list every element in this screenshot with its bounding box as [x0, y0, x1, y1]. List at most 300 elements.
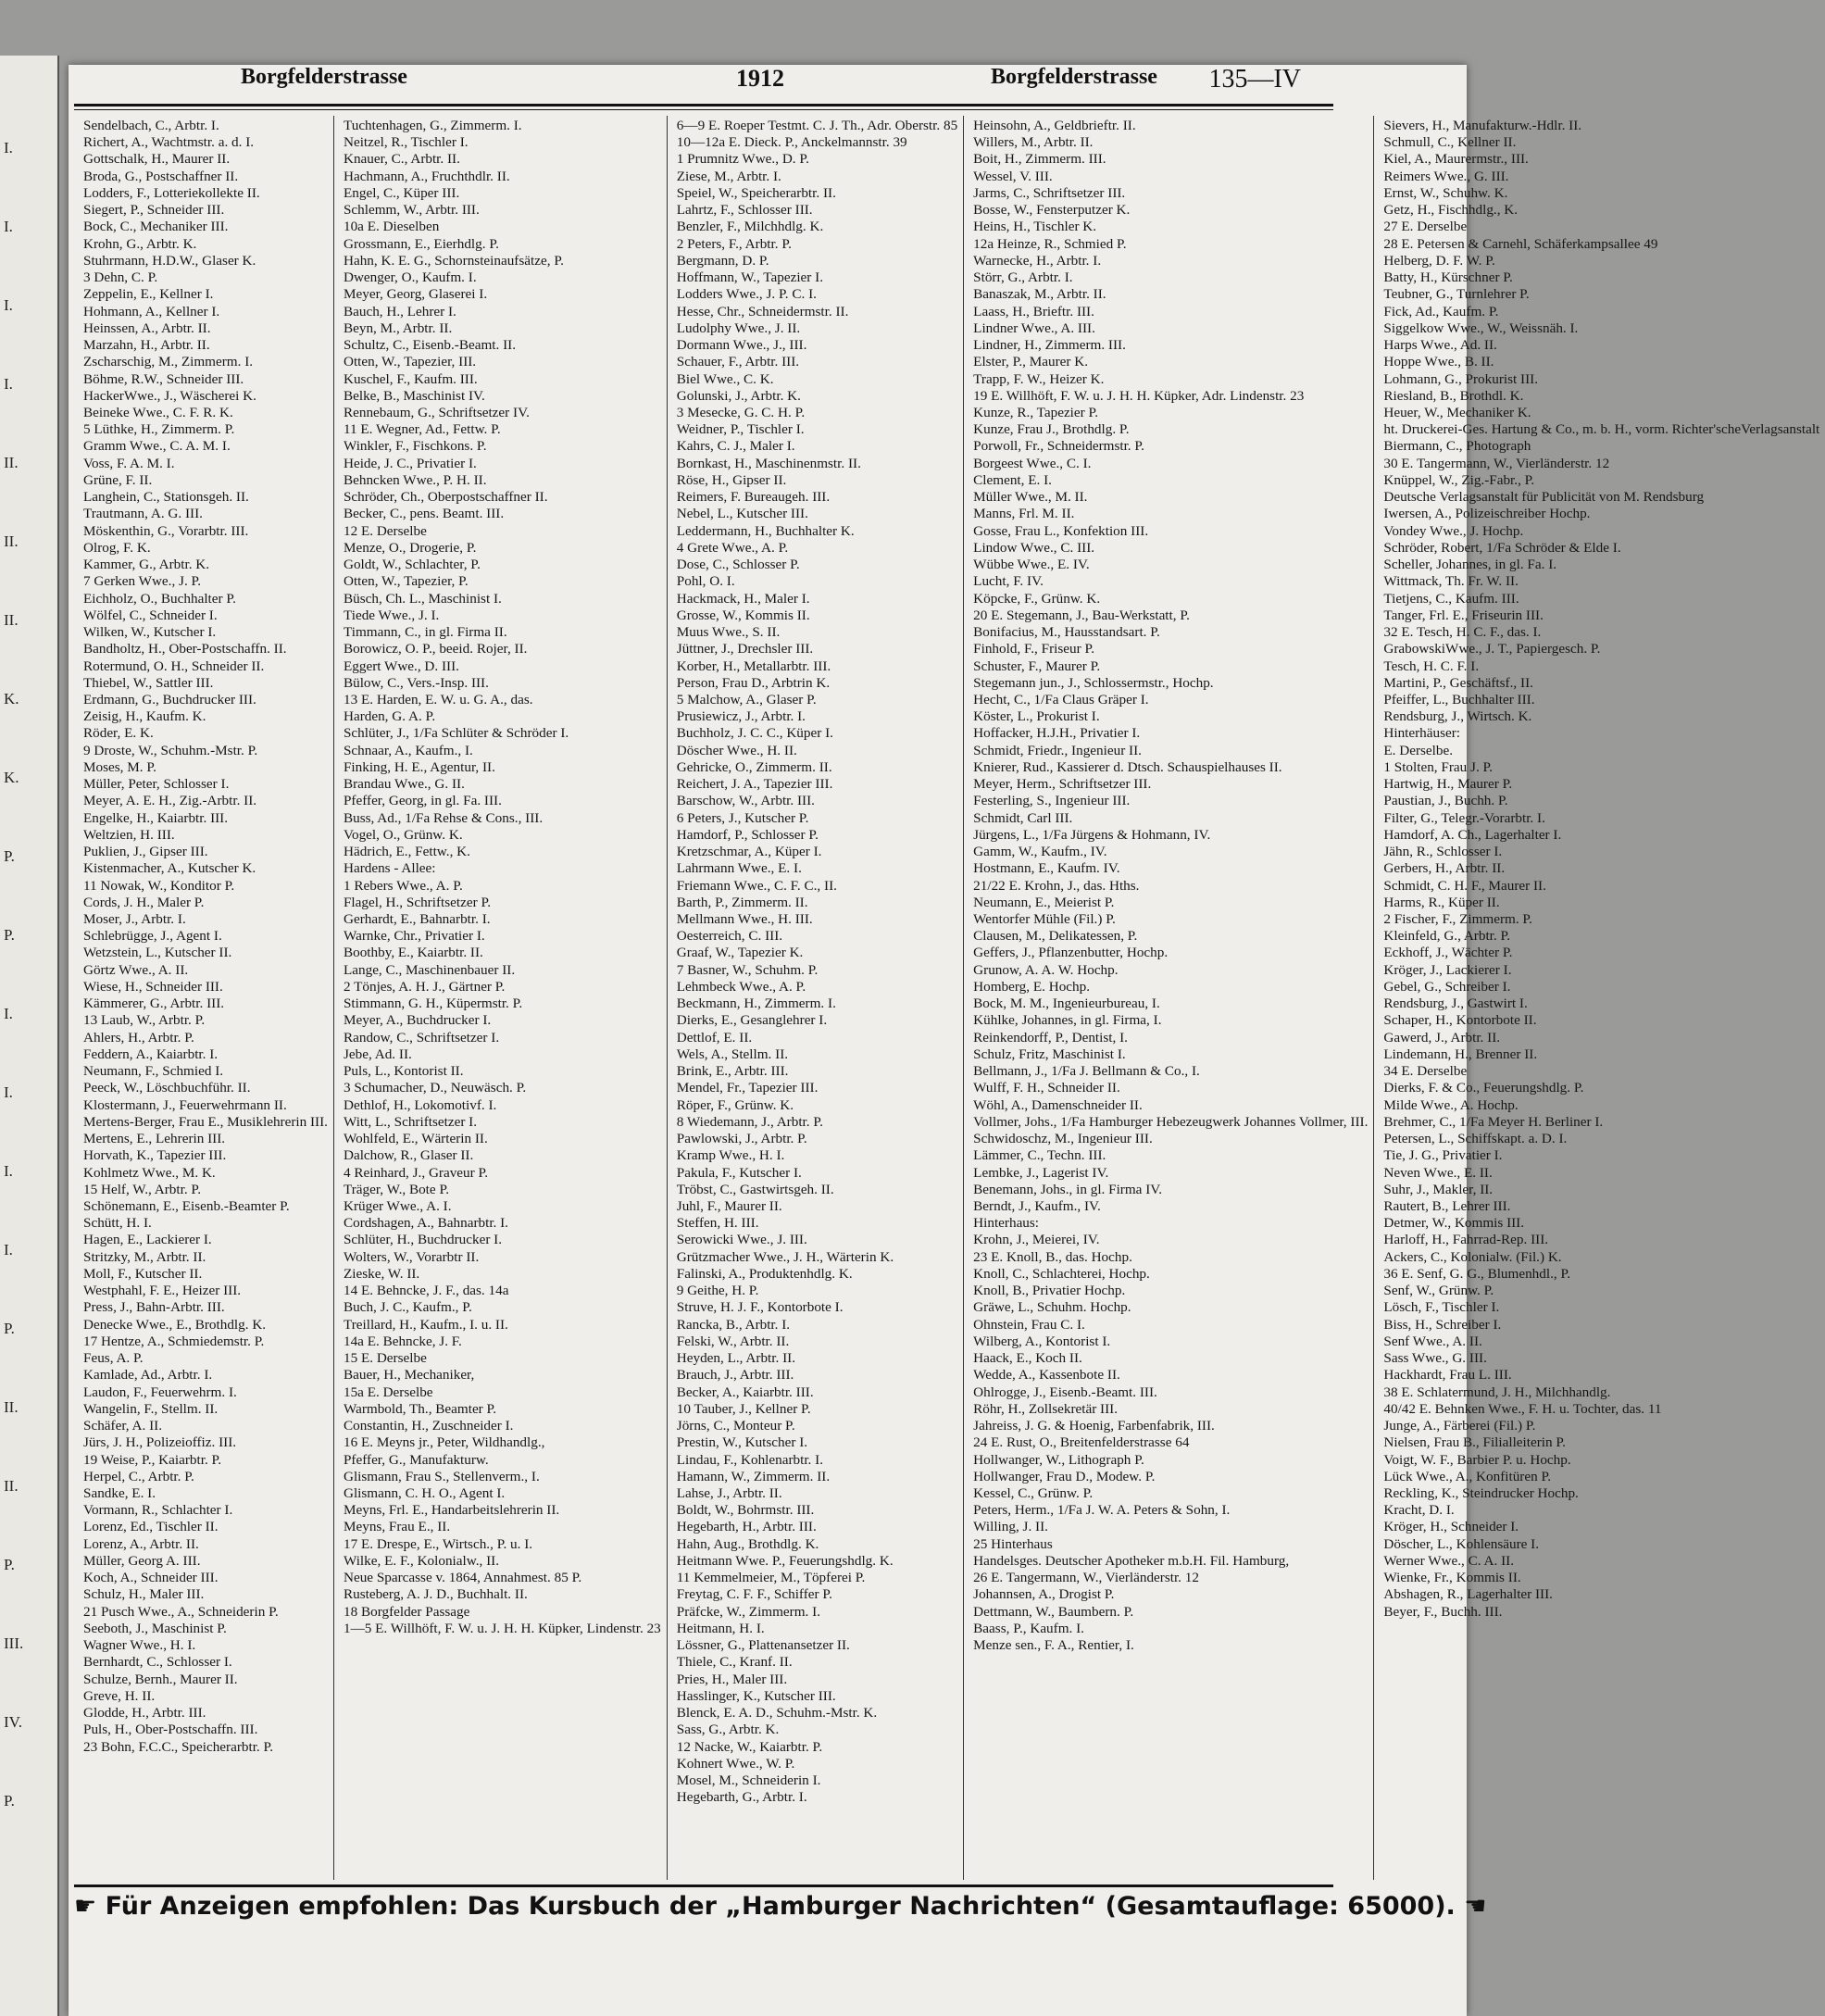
directory-entry: Schnaar, A., Kaufm., I.: [343, 742, 473, 758]
directory-entry: Heinsohn, A., Geldbrieftr. II.: [973, 118, 1136, 133]
directory-entry: Lindemann, H., Brenner II.: [1383, 1046, 1538, 1062]
directory-entry: Banaszak, M., Arbtr. II.: [973, 286, 1106, 303]
directory-entry: Schauer, F., Arbtr. III.: [676, 354, 800, 370]
directory-entry: Büsch, Ch. L., Maschinist I.: [343, 590, 502, 607]
directory-entry: Lindow Wwe., C. III.: [973, 539, 1095, 556]
directory-entry: Jüttner, J., Drechsler III.: [676, 641, 814, 657]
directory-entry: Knoll, B., Privatier Hochp.: [973, 1283, 1126, 1299]
directory-entry: Wetzstein, L., Kutscher II.: [83, 945, 232, 961]
margin-mark: I.: [4, 1162, 13, 1180]
directory-entry: Stritzky, M., Arbtr. II.: [83, 1248, 206, 1265]
directory-entry: Tröbst, C., Gastwirtsgeh. II.: [676, 1181, 834, 1197]
directory-entry: 28 E. Petersen & Carnehl, Schäferkampsallee 49: [1383, 235, 1658, 252]
header-rule: [74, 104, 1333, 106]
directory-entry: Lange, C., Maschinenbauer II.: [343, 961, 516, 978]
directory-entry: Klostermann, J., Feuerwehrmann II.: [83, 1096, 287, 1113]
directory-entry: Döscher, L., Kohlensäure I.: [1383, 1535, 1540, 1552]
directory-entry: Schlüter, J., 1/Fa Schlüter & Schröder I.: [343, 725, 569, 742]
directory-entry: Bülow, C., Vers.-Insp. III.: [343, 674, 489, 691]
margin-mark: I.: [4, 139, 13, 157]
directory-entry: Kracht, D. I.: [1383, 1502, 1455, 1519]
directory-entry: Buss, Ad., 1/Fa Rehse & Cons., III.: [343, 809, 544, 826]
directory-entry: Lindau, F., Kohlenarbtr. I.: [676, 1451, 824, 1468]
directory-entry: Kuschel, F., Kaufm. III.: [343, 370, 478, 387]
directory-entry: 2 Fischer, F., Zimmerm. P.: [1383, 911, 1532, 928]
directory-entry: Hasslinger, K., Kutscher III.: [676, 1687, 836, 1704]
margin-mark: II.: [4, 611, 19, 629]
directory-entry: Prusiewicz, J., Arbtr. I.: [676, 708, 806, 725]
directory-entry: Menze sen., F. A., Rentier, I.: [973, 1637, 1134, 1654]
directory-entry: Sass Wwe., G. III.: [1383, 1350, 1487, 1367]
directory-entry: Gamm, W., Kaufm., IV.: [973, 844, 1107, 860]
directory-entry: Zeppelin, E., Kellner I.: [83, 286, 214, 303]
directory-entry: Neven Wwe., E. II.: [1383, 1164, 1493, 1181]
directory-entry: Barschow, W., Arbtr. III.: [676, 793, 815, 809]
directory-entry: Gebel, G., Schreiber I.: [1383, 978, 1511, 995]
directory-entry: Dormann Wwe., J., III.: [676, 337, 807, 354]
directory-entry: Dierks, E., Gesanglehrer I.: [676, 1012, 828, 1029]
directory-entry: Milde Wwe., A. Hochp.: [1383, 1096, 1519, 1113]
directory-entry: 10a E. Dieselben: [343, 219, 440, 235]
directory-entry: Wilke, E. F., Kolonialw., II.: [343, 1552, 500, 1569]
directory-entry: 15 Helf, W., Arbtr. P.: [83, 1181, 201, 1197]
directory-entry: 3 Mesecke, G. C. H. P.: [676, 404, 806, 420]
directory-entry: Tiede Wwe., J. I.: [343, 607, 440, 623]
directory-entry: Grüne, F. II.: [83, 471, 153, 488]
directory-entry: Dwenger, O., Kaufm. I.: [343, 269, 477, 286]
directory-entry: Wedde, A., Kassenbote II.: [973, 1367, 1120, 1384]
margin-mark: I.: [4, 1241, 13, 1258]
directory-entry: 11 E. Wegner, Ad., Fettw. P.: [343, 421, 501, 438]
directory-entry: Beyer, F., Buchh. III.: [1383, 1603, 1503, 1620]
directory-entry: GrabowskiWwe., J. T., Papiergesch. P.: [1383, 641, 1601, 657]
directory-entry: Dethlof, H., Lokomotivf. I.: [343, 1096, 497, 1113]
directory-entry: Festerling, S., Ingenieur III.: [973, 793, 1131, 809]
directory-entry: Abshagen, R., Lagerhalter III.: [1383, 1586, 1553, 1603]
directory-entry: Suhr, J., Makler, II.: [1383, 1181, 1494, 1197]
directory-entry: 9 Droste, W., Schuhm.-Mstr. P.: [83, 742, 258, 758]
street-name-left: Borgfelderstrasse: [241, 65, 407, 89]
directory-entry: Meyer, A., Buchdrucker I.: [343, 1012, 492, 1029]
directory-entry: 27 E. Derselbe: [1383, 219, 1468, 235]
directory-entry: 13 Laub, W., Arbtr. P.: [83, 1012, 206, 1029]
directory-entry: Reimers Wwe., G. III.: [1383, 168, 1509, 184]
directory-entry: 6 Peters, J., Kutscher P.: [676, 809, 809, 826]
directory-entry: 12 E. Derselbe: [343, 522, 427, 539]
directory-entry: Tesch, H. C. F. I.: [1383, 657, 1480, 674]
directory-entry: Otten, W., Tapezier, III.: [343, 354, 477, 370]
directory-entry: Gottschalk, H., Maurer II.: [83, 151, 231, 168]
directory-entry: Müller Wwe., M. II.: [973, 489, 1088, 506]
margin-mark: K.: [4, 769, 19, 786]
directory-entry: Schmidt, Friedr., Ingenieur II.: [973, 742, 1142, 758]
directory-entry: Hamdorf, P., Schlosser P.: [676, 826, 819, 843]
directory-entry: Dettlof, E. II.: [676, 1029, 753, 1046]
directory-entry: Ohnstein, Frau C. I.: [973, 1316, 1085, 1333]
directory-entry: Schwidoschz, M., Ingenieur III.: [973, 1131, 1153, 1147]
directory-entry: Wübbe Wwe., E. IV.: [973, 557, 1090, 573]
directory-entry: 4 Reinhard, J., Graveur P.: [343, 1164, 489, 1181]
pointing-hand-left-icon: ☚: [1464, 1892, 1487, 1921]
directory-entry: Wilken, W., Kutscher I.: [83, 624, 217, 641]
directory-entry: Friemann Wwe., C. F. C., II.: [676, 877, 837, 894]
directory-entry: Press, J., Bahn-Arbtr. III.: [83, 1299, 225, 1316]
directory-entry: Deutsche Verlagsanstalt für Publicität von M. Rendsburg: [1383, 489, 1705, 506]
directory-entry: Tie, J. G., Privatier I.: [1383, 1147, 1503, 1164]
margin-mark: I.: [4, 375, 13, 393]
directory-entry: Knoll, C., Schlachterei, Hochp.: [973, 1265, 1150, 1282]
directory-entry: Greve, H. II.: [83, 1687, 156, 1704]
directory-entry: Baass, P., Kaufm. I.: [973, 1620, 1084, 1636]
directory-entry: Neumann, E., Meierist P.: [973, 894, 1115, 910]
directory-entry: Grunow, A. A. W. Hochp.: [973, 961, 1119, 978]
directory-entry: Flagel, H., Schriftsetzer P.: [343, 894, 491, 910]
directory-entry: Gerhardt, E., Bahnarbtr. I.: [343, 911, 491, 928]
directory-entry: Müller, Peter, Schlosser I.: [83, 776, 230, 793]
directory-entry: Wienke, Fr., Kommis II.: [1383, 1570, 1521, 1586]
directory-entry: Müller, Georg A. III.: [83, 1552, 201, 1569]
directory-entry: 15 E. Derselbe: [343, 1350, 427, 1367]
page-number: 135—IV: [1208, 65, 1301, 94]
directory-entry: Warmbold, Th., Beamter P.: [343, 1400, 497, 1417]
directory-entry: Hegebarth, G., Arbtr. I.: [676, 1789, 807, 1806]
directory-entry: 10 Tauber, J., Kellner P.: [676, 1400, 811, 1417]
directory-entry: Lück Wwe., A., Konfitüren P.: [1383, 1468, 1552, 1484]
directory-entry: 19 Weise, P., Kaiarbtr. P.: [83, 1451, 222, 1468]
directory-entry: Becker, C., pens. Beamt. III.: [343, 506, 505, 522]
directory-entry: Kamlade, Ad., Arbtr. I.: [83, 1367, 213, 1384]
directory-entry: Moser, J., Arbtr. I.: [83, 911, 186, 928]
directory-entry: 19 E. Willhöft, F. W. u. J. H. H. Küpker, Adr. Lindenstr. 23: [973, 387, 1305, 404]
directory-entry: Broda, G., Postschaffner II.: [83, 168, 239, 184]
directory-entry: Jürgens, L., 1/Fa Jürgens & Hohmann, IV.: [973, 826, 1211, 843]
directory-entry: Brink, E., Arbtr. III.: [676, 1063, 789, 1080]
directory-entry: Mosel, M., Schneiderin I.: [676, 1772, 821, 1788]
directory-entry: 21 Pusch Wwe., A., Schneiderin P.: [83, 1603, 279, 1620]
directory-entry: Rendsburg, J., Wirtsch. K.: [1383, 708, 1532, 725]
directory-entry: E. Derselbe.: [1383, 742, 1454, 758]
directory-entry: Träger, W., Bote P.: [343, 1181, 449, 1197]
directory-entry: Pawlowski, J., Arbtr. P.: [676, 1131, 807, 1147]
directory-entry: Feddern, A., Kaiarbtr. I.: [83, 1046, 219, 1062]
directory-entry: Porwoll, Fr., Schneidermstr. P.: [973, 438, 1144, 455]
directory-entry: Wangelin, F., Stellm. II.: [83, 1400, 219, 1417]
directory-entry: 38 E. Schlatermund, J. H., Milchhandlg.: [1383, 1384, 1611, 1400]
directory-entry: 40/42 E. Behnken Wwe., F. H. u. Tochter, das. 11: [1383, 1400, 1662, 1417]
directory-entry: Bauer, H., Mechaniker,: [343, 1367, 475, 1384]
directory-entry: Röper, F., Grünw. K.: [676, 1096, 794, 1113]
directory-entry: Gawerd, J., Arbtr. II.: [1383, 1029, 1501, 1046]
directory-entry: Prestin, W., Kutscher I.: [676, 1434, 808, 1451]
directory-entry: Haack, E., Koch II.: [973, 1350, 1082, 1367]
directory-entry: Kohnert Wwe., W. P.: [676, 1755, 795, 1772]
directory-entry: Heitmann Wwe. P., Feuerungshdlg. K.: [676, 1552, 894, 1569]
directory-entry: Westphahl, F. E., Heizer III.: [83, 1283, 242, 1299]
directory-entry: Hesse, Chr., Schneidermstr. II.: [676, 303, 849, 319]
directory-entry: Werner Wwe., C. A. II.: [1383, 1552, 1514, 1569]
directory-entry: Senf, W., Grünw. P.: [1383, 1283, 1494, 1299]
directory-entry: 16 E. Meyns jr., Peter, Wildhandlg.,: [343, 1434, 545, 1451]
directory-entry: Glodde, H., Arbtr. III.: [83, 1705, 206, 1722]
directory-entry: Schulz, H., Maler III.: [83, 1586, 205, 1603]
directory-entry: Peeck, W., Löschbuchführ. II.: [83, 1080, 251, 1096]
directory-entry: Rancka, B., Arbtr. I.: [676, 1316, 791, 1333]
directory-entry: Mellmann Wwe., H. III.: [676, 911, 813, 928]
directory-entry: Trautmann, A. G. III.: [83, 506, 203, 522]
directory-entry: Dierks, F. & Co., Feuerungshdlg. P.: [1383, 1080, 1584, 1096]
directory-entry: Gehricke, O., Zimmerm. II.: [676, 758, 832, 775]
margin-mark: II.: [4, 454, 19, 471]
directory-entry: Freytag, C. F. F., Schiffer P.: [676, 1586, 832, 1603]
directory-entry: 3 Dehn, C. P.: [83, 269, 158, 286]
directory-entry: Reinkendorff, P., Dentist, I.: [973, 1029, 1128, 1046]
directory-entry: Cordshagen, A., Bahnarbtr. I.: [343, 1215, 508, 1232]
directory-entry: Zeisig, H., Kaufm. K.: [83, 708, 206, 725]
directory-entry: Filter, G., Telegr.-Vorarbtr. I.: [1383, 809, 1545, 826]
directory-entry: Pfeffer, G., Manufakturw.: [343, 1451, 489, 1468]
directory-entry: 36 E. Senf, G. G., Blumenhdl., P.: [1383, 1265, 1571, 1282]
directory-entry: Meyns, Frl. E., Handarbeitslehrerin II.: [343, 1502, 560, 1519]
directory-entry: Röse, H., Gipser II.: [676, 471, 787, 488]
directory-entry: Warnecke, H., Arbtr. I.: [973, 252, 1102, 269]
directory-entry: Boit, H., Zimmerm. III.: [973, 151, 1106, 168]
directory-entry: Grossmann, E., Eierhdlg. P.: [343, 235, 499, 252]
directory-entry: Bernhardt, C., Schlosser I.: [83, 1654, 232, 1671]
directory-entry: Lahse, J., Arbtr. II.: [676, 1484, 782, 1501]
directory-entry: 23 Bohn, F.C.C., Speicherarbtr. P.: [83, 1738, 274, 1755]
directory-entry: Schönemann, E., Eisenb.-Beamter P.: [83, 1198, 290, 1214]
directory-entry: 17 E. Drespe, E., Wirtsch., P. u. I.: [343, 1535, 533, 1552]
directory-entry: Timmann, C., in gl. Firma II.: [343, 624, 507, 641]
directory-entry: Rotermund, O. H., Schneider II.: [83, 657, 265, 674]
directory-entry: Wohlfeld, E., Wärterin II.: [343, 1131, 488, 1147]
directory-entry: Meyer, A. E. H., Zig.-Arbtr. II.: [83, 793, 257, 809]
directory-entry: Hohmann, A., Kellner I.: [83, 303, 220, 319]
directory-entry: Menze, O., Drogerie, P.: [343, 539, 477, 556]
directory-entry: Randow, C., Schriftsetzer I.: [343, 1029, 500, 1046]
directory-entry: Borowicz, O. P., beeid. Rojer, II.: [343, 641, 528, 657]
directory-entry: Wöhl, A., Damenschneider II.: [973, 1096, 1143, 1113]
directory-entry: Stegemann jun., J., Schlossermstr., Hochp.: [973, 674, 1214, 691]
directory-entry: 13 E. Harden, E. W. u. G. A., das.: [343, 691, 533, 707]
directory-entry: Störr, G., Arbtr. I.: [973, 269, 1073, 286]
margin-mark: P.: [4, 847, 15, 865]
column-4: [964, 116, 1374, 1880]
margin-mark: P.: [4, 926, 15, 944]
directory-entry: Eckhoff, J., Wächter P.: [1383, 945, 1513, 961]
directory-entry: Iwersen, A., Polizeischreiber Hochp.: [1383, 506, 1591, 522]
directory-entry: Voigt, W. F., Barbier P. u. Hochp.: [1383, 1451, 1571, 1468]
directory-entry: Eggert Wwe., D. III.: [343, 657, 459, 674]
directory-entry: Oesterreich, C. III.: [676, 928, 783, 945]
directory-entry: 6—9 E. Roeper Testmt. C. J. Th., Adr. Oberstr. 85: [676, 118, 958, 133]
directory-entry: HackerWwe., J., Wäscherei K.: [83, 387, 256, 404]
directory-entry: Lorenz, A., Arbtr. II.: [83, 1535, 199, 1552]
directory-entry: Döscher Wwe., H. II.: [676, 742, 797, 758]
directory-entry: Teubner, G., Turnlehrer P.: [1383, 286, 1530, 303]
directory-entry: Becker, A., Kaiarbtr. III.: [676, 1384, 814, 1400]
directory-entry: Lössner, G., Plattenansetzer II.: [676, 1637, 850, 1654]
directory-entry: Golunski, J., Arbtr. K.: [676, 387, 801, 404]
directory-entry: Lodders Wwe., J. P. C. I.: [676, 286, 817, 303]
directory-entry: Schütt, H. I.: [83, 1215, 152, 1232]
directory-entry: Wagner Wwe., H. I.: [83, 1637, 196, 1654]
directory-entry: 30 E. Tangermann, W., Vierländerstr. 12: [1383, 455, 1610, 471]
directory-entry: Steffen, H. III.: [676, 1215, 759, 1232]
directory-entry: Tietjens, C., Kaufm. III.: [1383, 590, 1519, 607]
directory-entry: Kramp Wwe., H. I.: [676, 1147, 785, 1164]
directory-entry: Kohlmetz Wwe., M. K.: [83, 1164, 216, 1181]
directory-entry: Weidner, P., Tischler I.: [676, 421, 805, 438]
directory-entry: Hamann, W., Zimmerm. II.: [676, 1468, 831, 1484]
directory-entry: Moll, F., Kutscher II.: [83, 1265, 203, 1282]
directory-entry: Bosse, W., Fensterputzer K.: [973, 202, 1131, 219]
directory-entry: Rusteberg, A. J. D., Buchhalt. II.: [343, 1586, 528, 1603]
directory-entry: Schlebrügge, J., Agent I.: [83, 928, 222, 945]
directory-entry: Schäfer, A. II.: [83, 1418, 162, 1434]
margin-mark: I.: [4, 218, 13, 235]
directory-entry: Sievers, H., Manufakturw.-Hdlr. II.: [1383, 118, 1582, 133]
directory-entry: Wilberg, A., Kontorist I.: [973, 1333, 1111, 1349]
directory-entry: Clement, E. I.: [973, 471, 1052, 488]
directory-entry: Knierer, Rud., Kassierer d. Dtsch. Schauspielhauses II.: [973, 758, 1282, 775]
directory-entry: Boldt, W., Bohrmstr. III.: [676, 1502, 815, 1519]
directory-entry: Heinssen, A., Arbtr. II.: [83, 319, 211, 336]
directory-entry: Jarms, C., Schriftsetzer III.: [973, 184, 1126, 201]
directory-entry: Junge, A., Färberei (Fil.) P.: [1383, 1418, 1536, 1434]
directory-entry: Gräwe, L., Schuhm. Hochp.: [973, 1299, 1131, 1316]
directory-entry: Wessel, V. III.: [973, 168, 1053, 184]
directory-entry: Cords, J. H., Maler P.: [83, 894, 205, 910]
directory-entry: Ernst, W., Schuhw. K.: [1383, 184, 1508, 201]
directory-entry: 2 Peters, F., Arbtr. P.: [676, 235, 792, 252]
directory-entry: Brehmer, C., 1/Fa Meyer H. Berliner I.: [1383, 1113, 1604, 1130]
margin-mark: I.: [4, 1083, 13, 1101]
directory-entry: Laass, H., Brieftr. III.: [973, 303, 1094, 319]
footer-text: Für Anzeigen empfohlen: Das Kursbuch der „Hamburger Nachrichten“ (Gesamtauflage: 65000).: [105, 1892, 1456, 1921]
directory-entry: Manns, Frl. M. II.: [973, 506, 1075, 522]
directory-entry: Dettmann, W., Baumbern. P.: [973, 1603, 1134, 1620]
directory-entry: Ziese, M., Arbtr. I.: [676, 168, 781, 184]
directory-entry: Ohlrogge, J., Eisenb.-Beamt. III.: [973, 1384, 1157, 1400]
directory-entry: Kammer, G., Arbtr. K.: [83, 557, 210, 573]
directory-entry: Ahlers, H., Arbtr. P.: [83, 1029, 194, 1046]
directory-entry: Möskenthin, G., Vorarbtr. III.: [83, 522, 249, 539]
directory-entry: Otten, W., Tapezier, P.: [343, 573, 469, 590]
directory-entry: Finking, H. E., Agentur, II.: [343, 758, 495, 775]
directory-entry: Laudon, F., Feuerwehrm. I.: [83, 1384, 237, 1400]
directory-entry: Rendsburg, J., Gastwirt I.: [1383, 995, 1528, 1012]
directory-entry: Fick, Ad., Kaufm. P.: [1383, 303, 1499, 319]
directory-entry: 23 E. Knoll, B., das. Hochp.: [973, 1248, 1132, 1265]
directory-entry: Hädrich, E., Fettw., K.: [343, 844, 470, 860]
directory-entry: Schröder, Ch., Oberpostschaffner II.: [343, 489, 548, 506]
directory-entry: Sendelbach, C., Arbtr. I.: [83, 118, 219, 133]
directory-entry: Denecke Wwe., E., Brothdlg. K.: [83, 1316, 267, 1333]
directory-entry: Heitmann, H. I.: [676, 1620, 765, 1636]
directory-entry: Zieske, W. II.: [343, 1265, 420, 1282]
column-3: [668, 116, 964, 1880]
directory-entry: 9 Geithe, H. P.: [676, 1283, 759, 1299]
directory-entry: Bauch, H., Lehrer I.: [343, 303, 456, 319]
directory-entry: Willers, M., Arbtr. II.: [973, 134, 1094, 151]
directory-entry: Gosse, Frau L., Konfektion III.: [973, 522, 1149, 539]
directory-entry: Bandholtz, H., Ober-Postschaffn. II.: [83, 641, 287, 657]
directory-entry: Neitzel, R., Tischler I.: [343, 134, 469, 151]
directory-entry: Warnke, Chr., Privatier I.: [343, 928, 485, 945]
directory-entry: Kunze, R., Tapezier P.: [973, 404, 1099, 420]
directory-entry: Finhold, F., Friseur P.: [973, 641, 1095, 657]
directory-entry: Stuhrmann, H.D.W., Glaser K.: [83, 252, 256, 269]
directory-entry: Petersen, L., Schiffskapt. a. D. I.: [1383, 1131, 1568, 1147]
directory-entry: Pries, H., Maler III.: [676, 1671, 788, 1687]
directory-entry: Knüppel, W., Zig.-Fabr., P.: [1383, 471, 1535, 488]
directory-entry: 3 Schumacher, D., Neuwäsch. P.: [343, 1080, 527, 1096]
directory-entry: Meyer, Herm., Schriftsetzer III.: [973, 776, 1152, 793]
directory-entry: Marzahn, H., Arbtr. II.: [83, 337, 210, 354]
directory-entry: Schaper, H., Kontorbote II.: [1383, 1012, 1537, 1029]
directory-entry: 26 E. Tangermann, W., Vierländerstr. 12: [973, 1570, 1199, 1586]
directory-entry: Mertens, E., Lehrerin III.: [83, 1131, 226, 1147]
directory-entry: Herpel, C., Arbtr. P.: [83, 1468, 194, 1484]
directory-entry: Vondey Wwe., J. Hochp.: [1383, 522, 1524, 539]
directory-entry: Beckmann, H., Zimmerm. I.: [676, 995, 836, 1012]
directory-entry: Böhme, R.W., Schneider III.: [83, 370, 244, 387]
directory-entry: Speiel, W., Speicherarbtr. II.: [676, 184, 836, 201]
directory-entry: Lorenz, Ed., Tischler II.: [83, 1519, 219, 1535]
directory-entry: Biermann, C., Photograph: [1383, 438, 1531, 455]
directory-entry: Buch, J. C., Kaufm., P.: [343, 1299, 472, 1316]
directory-entry: Hinterhäuser:: [1383, 725, 1461, 742]
directory-entry: Seeboth, J., Maschinist P.: [83, 1620, 227, 1636]
year: 1912: [736, 65, 784, 92]
directory-entry: Paustian, J., Buchh. P.: [1383, 793, 1508, 809]
directory-entry: Harden, G. A. P.: [343, 708, 436, 725]
directory-entry: ht. Druckerei-Ges. Hartung & Co., m. b. H., vorm. Richter'scheVerlagsanstalt: [1383, 421, 1820, 438]
directory-entry: Gramm Wwe., C. A. M. I.: [83, 438, 231, 455]
directory-entry: Jahreiss, J. G. & Hoenig, Farbenfabrik, III.: [973, 1418, 1215, 1434]
directory-entry: Hegebarth, H., Arbtr. III.: [676, 1519, 817, 1535]
footer-rule: [74, 1885, 1333, 1887]
directory-entry: Röhr, H., Zollsekretär III.: [973, 1400, 1119, 1417]
directory-entry: 34 E. Derselbe: [1383, 1063, 1468, 1080]
directory-entry: Detmer, W., Kommis III.: [1383, 1215, 1525, 1232]
directory-entry: Gerbers, H., Arbtr. II.: [1383, 860, 1506, 877]
directory-entry: Schlüter, H., Buchdrucker I.: [343, 1232, 503, 1248]
directory-entry: Köpcke, F., Grünw. K.: [973, 590, 1101, 607]
directory-entry: Puls, H., Ober-Postschaffn. III.: [83, 1722, 258, 1738]
street-name-right: Borgfelderstrasse: [991, 65, 1157, 89]
directory-entry: Görtz Wwe., A. II.: [83, 961, 189, 978]
directory-entry: Neumann, F., Schmied I.: [83, 1063, 224, 1080]
directory-entry: Hollwanger, Frau D., Modew. P.: [973, 1468, 1156, 1484]
directory-entry: Jebe, Ad. II.: [343, 1046, 412, 1062]
directory-entry: Person, Frau D., Arbtrin K.: [676, 674, 831, 691]
directory-entry: Koch, A., Schneider III.: [83, 1570, 219, 1586]
directory-entry: Pfeffer, Georg, in gl. Fa. III.: [343, 793, 502, 809]
directory-entry: Hackmack, H., Maler I.: [676, 590, 810, 607]
directory-entry: Schröder, Robert, 1/Fa Schröder & Elde I.: [1383, 539, 1621, 556]
directory-entry: Handelsges. Deutscher Apotheker m.b.H. Fil. Hamburg,: [973, 1552, 1290, 1569]
directory-entry: Langhein, C., Stationsgeh. II.: [83, 489, 249, 506]
directory-entry: 18 Borgfelder Passage: [343, 1603, 470, 1620]
directory-entry: Scheller, Johannes, in gl. Fa. I.: [1383, 557, 1557, 573]
directory-entry: Krüger Wwe., A. I.: [343, 1198, 452, 1214]
directory-entry: Meyns, Frau E., II.: [343, 1519, 451, 1535]
directory-entry: Kühlke, Johannes, in gl. Firma, I.: [973, 1012, 1162, 1029]
directory-entry: 7 Gerken Wwe., J. P.: [83, 573, 202, 590]
directory-entry: Lindner, H., Zimmerm. III.: [973, 337, 1126, 354]
